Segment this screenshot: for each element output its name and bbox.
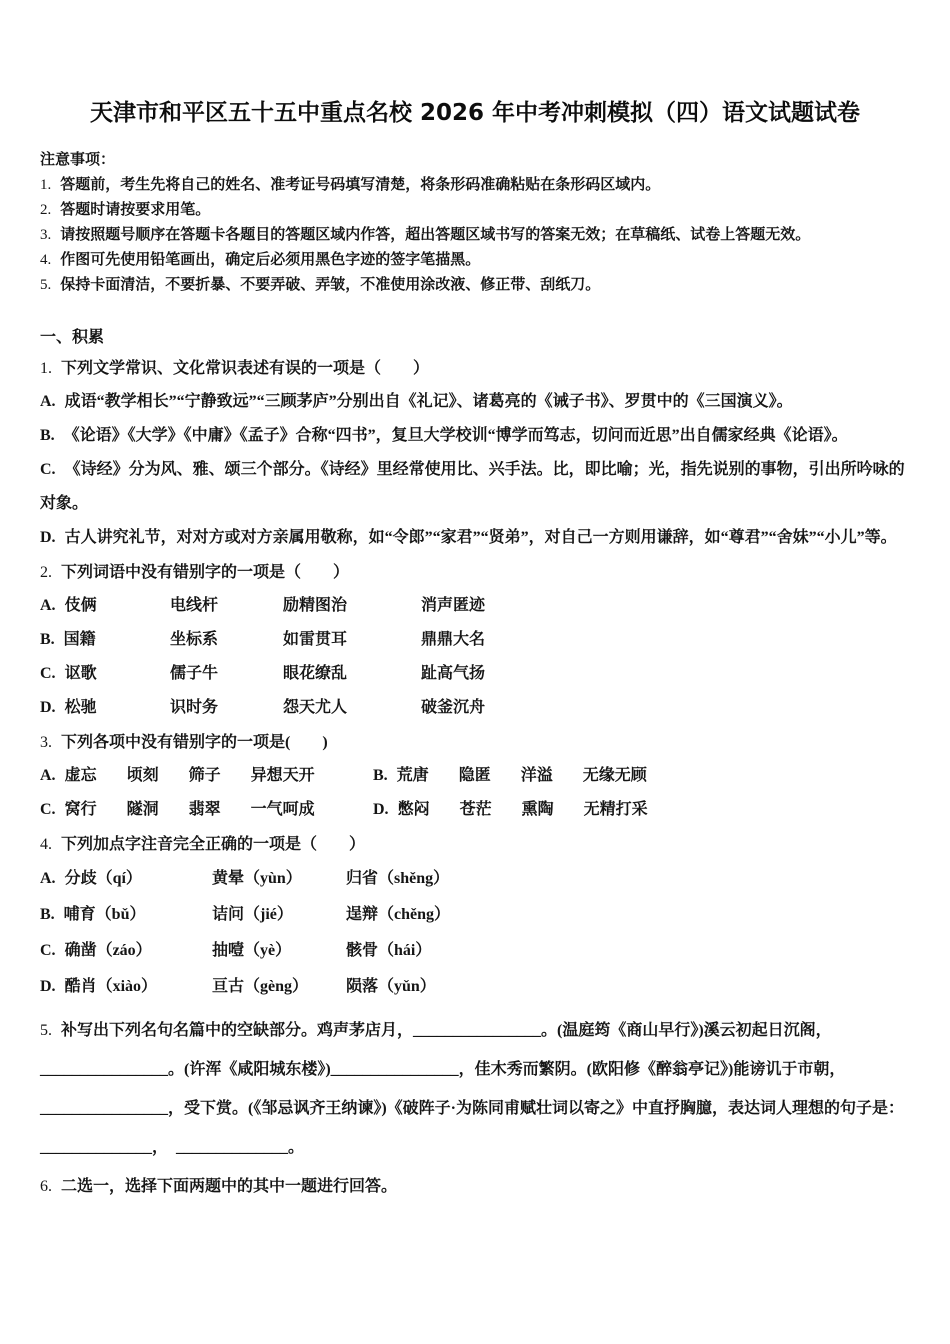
option-word: 鼎鼎大名: [421, 631, 486, 648]
option-letter: B.: [373, 767, 388, 784]
notice-item-text: 答题前，考生先将自己的姓名、准考证号码填写清楚，将条形码准确粘贴在条形码区域内。: [60, 177, 661, 193]
option-word: 怨天尤人: [283, 699, 348, 716]
option-word: 虚忘: [64, 767, 97, 784]
question-2-option-a: [40, 589, 910, 623]
notice-item-number: 1.: [40, 177, 52, 193]
option-word: 陨落（yǔn）: [346, 978, 436, 995]
option-letter: D.: [373, 801, 389, 818]
question-4: [40, 830, 910, 1005]
option-cell: [373, 793, 430, 827]
question-number: 1.: [40, 360, 52, 377]
notice-item: [40, 223, 910, 248]
option-text: 《论语》《大学》《中庸》《孟子》合称“四书”，复旦大学校训“博学而笃志，切问而近思”出自儒家经典《论语》。: [63, 427, 848, 444]
option-text: 古人讲究礼节，对对方或对方亲属用敬称，如“令郎”“家君”“贤弟”，对自己一方则用谦辞，如“尊君”“舍妹”“小儿”等。: [64, 529, 897, 546]
notice-item-number: 3.: [40, 227, 52, 243]
option-word: 坐标系: [170, 631, 219, 648]
question-6: [40, 1171, 910, 1203]
option-word: 荒唐: [396, 767, 429, 784]
option-word: 国籍: [63, 631, 96, 648]
question-3-stem: [40, 728, 910, 758]
question-text: 下列词语中没有错别字的一项是（ ）: [61, 564, 350, 581]
question-1-option-b: [40, 419, 910, 453]
question-3-row-cd: [40, 793, 910, 827]
question-4-option-b: [40, 897, 910, 933]
question-2-option-d: [40, 691, 910, 725]
option-word: 逞辩（chěng）: [346, 906, 451, 923]
notice-item: [40, 198, 910, 223]
option-word: 趾高气扬: [421, 665, 486, 682]
option-letter: A.: [40, 767, 56, 784]
option-letter: B.: [40, 906, 55, 923]
notice-item: [40, 173, 910, 198]
option-word: 讴歌: [64, 665, 97, 682]
question-3-option-c: [40, 793, 373, 827]
option-cell: [40, 933, 212, 969]
option-cell: [40, 589, 170, 623]
option-letter: D.: [40, 529, 56, 546]
option-word: 翡翠: [188, 801, 221, 818]
option-text: 《诗经》分为风、雅、颂三个部分。《诗经》里经常使用比、兴手法。比，即比喻；光，指先说别的事物，引出所吟咏的对象。: [40, 461, 905, 512]
option-word: 顷刻: [126, 767, 159, 784]
option-word: 隧洞: [126, 801, 159, 818]
option-word: 无缘无顾: [582, 767, 647, 784]
question-3: [40, 728, 910, 827]
option-word: 熏陶: [521, 801, 554, 818]
option-cell: [40, 793, 97, 827]
page-title: 天津市和平区五十五中重点名校 2026 年中考冲刺模拟（四）语文试题试卷: [89, 100, 861, 126]
option-word: 励精图治: [283, 597, 348, 614]
question-2: [40, 558, 910, 725]
option-cell: [40, 691, 170, 725]
option-word: 亘古（gèng）: [212, 978, 309, 995]
option-letter: A.: [40, 597, 56, 614]
question-4-option-a: [40, 861, 910, 897]
option-letter: B.: [40, 427, 55, 444]
option-word: 窝行: [64, 801, 97, 818]
option-word: 隐匿: [458, 767, 491, 784]
option-word: 松驰: [64, 699, 97, 716]
option-letter: C.: [40, 665, 56, 682]
option-letter: C.: [40, 461, 56, 478]
question-text: 下列文学常识、文化常识表述有误的一项是（ ）: [61, 360, 430, 377]
option-word: 憋闷: [397, 801, 430, 818]
option-word: 归省（shěng）: [346, 870, 450, 887]
question-3-row-ab: [40, 759, 910, 793]
question-3-option-d: [373, 793, 910, 827]
question-1: [40, 354, 910, 555]
question-text: 补写出下列名句名篇中的空缺部分。鸡声茅店月，________________。(温庭筠《商山早行》)溪云初起日沉阁，________________。(许浑《咸阳城东楼》)________________，佳木秀而繁阴。(欧阳修《醉翁亭记》)能谤讥于市朝，________________，受下赏。(《邹忌讽齐王纳谏》)《破阵子·为陈同甫赋壮词以寄之》中直抒胸臆，表达词人理想的句子是：______________， ______________。: [40, 1022, 904, 1156]
option-letter: C.: [40, 801, 56, 818]
option-cell: [40, 861, 212, 897]
option-word: 破釜沉舟: [421, 699, 486, 716]
option-word: 分歧（qí）: [64, 870, 142, 887]
question-3-option-a: [40, 759, 373, 793]
option-letter: D.: [40, 699, 56, 716]
notice-item-number: 4.: [40, 252, 52, 268]
option-letter: B.: [40, 631, 55, 648]
option-word: 抽噎（yè）: [212, 942, 292, 959]
option-word: 无精打采: [583, 801, 648, 818]
option-word: 诘问（jié）: [212, 906, 293, 923]
notice-section: [40, 148, 910, 298]
option-cell: [40, 657, 170, 691]
option-word: 识时务: [170, 699, 219, 716]
question-1-option-c: [40, 453, 910, 521]
question-number: 2.: [40, 564, 52, 581]
option-word: 伎俩: [64, 597, 97, 614]
option-word: 黄晕（yùn）: [212, 870, 302, 887]
option-word: 电线杆: [170, 597, 219, 614]
option-letter: D.: [40, 978, 56, 995]
question-2-option-c: [40, 657, 910, 691]
option-word: 一气呵成: [250, 801, 315, 818]
option-word: 异想天开: [250, 767, 315, 784]
option-word: 儒子牛: [170, 665, 219, 682]
question-text: 下列加点字注音完全正确的一项是（ ）: [61, 836, 366, 853]
notice-item-text: 作图可先使用铅笔画出，确定后必须用黑色字迹的签字笔描黑。: [60, 252, 481, 268]
option-word: 筛子: [188, 767, 221, 784]
option-word: 苍茫: [459, 801, 492, 818]
question-text: 下列各项中没有错别字的一项是( ): [61, 734, 328, 751]
option-word: 消声匿迹: [421, 597, 486, 614]
option-text: 成语“教学相长”“宁静致远”“三顾茅庐”分别出自《礼记》、诸葛亮的《诫子书》、罗贯中的《三国演义》。: [64, 393, 793, 410]
option-cell: [40, 623, 170, 657]
option-word: 洋溢: [520, 767, 553, 784]
question-number: 5.: [40, 1022, 52, 1039]
question-1-option-a: [40, 385, 910, 419]
section-heading-accumulation: 一、积累: [40, 329, 105, 346]
question-3-option-b: [373, 759, 910, 793]
option-cell: [40, 969, 212, 1005]
notice-item: [40, 248, 910, 273]
option-cell: [40, 897, 212, 933]
option-word: 眼花缭乱: [283, 665, 348, 682]
question-5: [40, 1011, 910, 1167]
option-letter: A.: [40, 870, 56, 887]
option-letter: A.: [40, 393, 56, 410]
option-letter: C.: [40, 942, 56, 959]
option-word: 骸骨（hái）: [346, 942, 432, 959]
notice-item-text: 请按照题号顺序在答题卡各题目的答题区域内作答，超出答题区域书写的答案无效；在草稿纸、试卷上答题无效。: [60, 227, 811, 243]
notice-item: [40, 273, 910, 298]
question-number: 4.: [40, 836, 52, 853]
notice-item-text: 答题时请按要求用笔。: [60, 202, 211, 218]
question-2-option-b: [40, 623, 910, 657]
option-word: 酷肖（xiào）: [64, 978, 158, 995]
question-2-stem: [40, 558, 910, 588]
option-word: 确凿（záo）: [64, 942, 152, 959]
question-4-option-d: [40, 969, 910, 1005]
notice-item-number: 5.: [40, 277, 52, 293]
question-4-option-c: [40, 933, 910, 969]
question-text: 二选一，选择下面两题中的其中一题进行回答。: [61, 1178, 398, 1195]
option-word: 如雷贯耳: [283, 631, 348, 648]
question-1-option-d: [40, 521, 910, 555]
question-4-stem: [40, 830, 910, 860]
notice-item-text: 保持卡面清洁，不要折暴、不要弄破、弄皱，不准使用涂改液、修正带、刮纸刀。: [60, 277, 601, 293]
notice-heading: 注意事项：: [40, 152, 116, 168]
question-number: 3.: [40, 734, 52, 751]
question-1-stem: [40, 354, 910, 384]
option-word: 哺育（bǔ）: [63, 906, 146, 923]
question-number: 6.: [40, 1178, 52, 1195]
option-cell: [373, 759, 429, 793]
option-cell: [40, 759, 97, 793]
notice-item-number: 2.: [40, 202, 52, 218]
